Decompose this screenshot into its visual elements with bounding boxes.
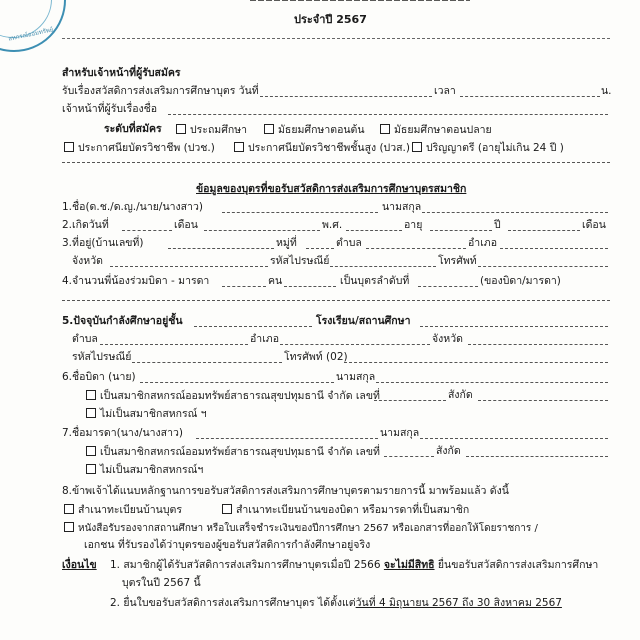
documents-intro: 8.ข้าพเจ้าได้แนบหลักฐานการขอรับสวัสดิการส่งเสริมการศึกษาบุตรตามรายการนี้ มาพร้อมแล้ว ดังนี้ [62,485,509,497]
father-surname-field[interactable] [376,382,608,383]
province-label: จังหวัด [72,255,103,267]
checkbox[interactable] [86,464,96,474]
form-year-line: ประจำปี 2567 [294,13,367,26]
school-province-field[interactable] [468,344,608,345]
tambon-field[interactable] [366,248,466,249]
checkbox[interactable] [234,142,244,152]
time-label: เวลา [434,85,456,97]
school-tambon-field[interactable] [100,344,248,345]
official-section-heading: สำหรับเจ้าหน้าที่ผู้รับสมัคร [62,67,181,79]
condition-2: 2. ยื่นใบขอรับสวัสดิการส่งเสริมการศึกษาบุตร ได้ตั้งแต่วันที่ 4 มิถุนายน 2567 ถึง 30 สิงหาคม 2567 [110,597,562,609]
child-name-label: 1.ชื่อ(ด.ช./ด.ญ./นาย/นางสาว) [62,201,203,213]
checkbox[interactable] [64,504,74,514]
school-amphoe-field[interactable] [280,344,430,345]
receive-date-field[interactable] [260,96,432,97]
father-nonmember-option[interactable]: ไม่เป็นสมาชิกสหกรณ์ ฯ [86,408,207,420]
birth-date-label: 2.เกิดวันที่ [62,219,109,231]
school-phone-field[interactable] [344,362,608,363]
birth-order-field[interactable] [418,286,478,287]
age-year-unit: ปี [494,219,501,231]
official-section-separator [62,162,610,163]
age-label: อายุ [404,219,423,231]
school-tambon-label: ตำบล [72,333,98,345]
birth-month-field[interactable] [204,230,320,231]
mother-member-number-field[interactable] [384,456,434,457]
child-name-field[interactable] [222,212,378,213]
father-affiliation-field[interactable] [478,400,608,401]
age-months-field[interactable] [508,230,580,231]
birth-order-label: เป็นบุตรลำดับที่ [340,275,410,287]
siblings-field[interactable] [222,286,266,287]
checkbox[interactable] [64,142,74,152]
level-option-vocational[interactable]: ประกาศนียบัตรวิชาชีพ (ปวช.) [64,142,215,154]
submission-period: วันที่ 4 มิถุนายน 2567 ถึง 30 สิงหาคม 2567 [355,597,562,609]
no-right-emphasis: จะไม่มีสิทธิ [383,559,435,571]
province-field[interactable] [110,266,268,267]
level-option-upper-secondary[interactable]: มัธยมศึกษาตอนปลาย [380,124,492,136]
birth-month-label: เดือน [174,219,198,231]
siblings-label: 4.จำนวนพี่น้องร่วมบิดา - มารดา [62,275,210,287]
level-label: ระดับที่สมัคร [104,123,162,135]
doc-school-certificate-cont: เอกชน ที่รับรองได้ว่าบุตรของผู้ขอรับสวัสดิการกำลังศึกษาอยู่จริง [84,539,371,551]
current-grade-field[interactable] [194,326,312,327]
receive-date-label: รับเรื่องสวัสดิการส่งเสริมการศึกษาบุตร วันที่ [62,85,259,97]
mother-affiliation-field[interactable] [466,456,608,457]
mother-surname-field[interactable] [420,438,608,439]
level-option-primary[interactable]: ประถมศึกษา [176,124,247,136]
birth-order-suffix: (ของบิดา/มารดา) [480,275,561,287]
phone-field[interactable] [478,266,608,267]
checkbox[interactable] [412,142,422,152]
child-section-heading: ข้อมูลของบุตรที่ขอรับสวัสดิการส่งเสริมการศึกษาบุตรสมาชิก [196,183,467,195]
postcode-field[interactable] [330,266,436,267]
age-years-field[interactable] [430,230,492,231]
top-separator [62,38,610,39]
mother-member-option[interactable]: เป็นสมาชิกสหกรณ์ออมทรัพย์สาธารณสุขปทุมธานี จำกัด เลขที่ [86,446,380,458]
school-label: โรงเรียน/สถานศึกษา [316,315,411,327]
school-postcode-field[interactable] [132,362,282,363]
school-amphoe-label: อำเภอ [250,333,280,345]
time-field[interactable] [460,96,600,97]
mother-nonmember-option[interactable]: ไม่เป็นสมาชิกสหกรณ์ฯ [86,464,203,476]
moo-field[interactable] [306,248,334,249]
school-postcode-label: รหัสไปรษณีย์ [72,351,132,363]
checkbox[interactable] [86,390,96,400]
current-grade-label: 5.ปัจจุบันกำลังศึกษาอยู่ชั้น [62,315,183,327]
level-option-bachelor[interactable]: ปริญญาตรี (อายุไม่เกิน 24 ปี ) [412,142,564,154]
cut-off-title-line [250,0,470,2]
father-affiliation-label: สังกัด [448,389,473,401]
checkbox[interactable] [86,408,96,418]
siblings-blank[interactable] [284,286,336,287]
moo-label: หมู่ที่ [276,237,297,249]
birth-year-field[interactable] [346,230,402,231]
mother-surname-label: นามสกุล [380,427,420,439]
condition-1: 1. สมาชิกผู้ได้รับสวัสดิการส่งเสริมการศึกษาบุตรเมื่อปี 2566 จะไม่มีสิทธิ ยื่นขอรับสวัสดิการส่งเสริมการศึกษา [110,559,599,571]
checkbox[interactable] [264,124,274,134]
father-surname-label: นามสกุล [336,371,376,383]
level-option-lower-secondary[interactable]: มัธยมศึกษาตอนต้น [264,124,365,136]
doc-school-certificate[interactable]: หนังสือรับรองจากสถานศึกษา หรือใบเสร็จชำระเงินของปีการศึกษา 2567 หรือเอกสารที่ออกให้โดยราชการ / [64,522,538,534]
school-phone-label: โทรศัพท์ (02) [284,351,348,363]
amphoe-label: อำเภอ [468,237,498,249]
phone-label: โทรศัพท์ [438,255,477,267]
condition-1-cont: บุตรในปี 2567 นี้ [122,577,201,589]
age-month-unit: เดือน [582,219,606,231]
checkbox[interactable] [176,124,186,134]
child-surname-label: นามสกุล [382,201,422,213]
birth-day-field[interactable] [122,230,172,231]
cooperative-seal-logo [0,0,66,52]
child-surname-field[interactable] [422,212,608,213]
house-number-field[interactable] [168,248,274,249]
postcode-label: รหัสไปรษณีย์ [270,255,330,267]
address-label: 3.ที่อยู่(บ้านเลขที่) [62,237,144,249]
father-name-field[interactable] [140,382,334,383]
father-member-option[interactable]: เป็นสมาชิกสหกรณ์ออมทรัพย์สาธารณสุขปทุมธานี จำกัด เลขที่ [86,390,380,402]
level-option-high-vocational[interactable]: ประกาศนียบัตรวิชาชีพชั้นสูง (ปวส.) [234,142,410,154]
tambon-label: ตำบล [336,237,362,249]
officer-name-field[interactable] [168,114,608,115]
checkbox[interactable] [380,124,390,134]
seal-text: สหกรณ์ออมทรัพย์ [7,26,54,43]
checkbox[interactable] [64,522,74,532]
conditions-label: เงื่อนไข [62,559,97,571]
father-name-label: 6.ชื่อบิดา (นาย) [62,371,136,383]
time-suffix: น. [601,85,612,97]
checkbox[interactable] [222,504,232,514]
father-member-number-field[interactable] [374,400,446,401]
amphoe-field[interactable] [500,248,608,249]
officer-name-label: เจ้าหน้าที่ผู้รับเรื่องชื่อ [62,103,158,115]
siblings-unit: คน [268,275,283,287]
mother-name-label: 7.ชื่อมารดา(นาง/นางสาว) [62,427,183,439]
checkbox[interactable] [86,446,96,456]
mother-name-field[interactable] [196,438,378,439]
doc-parent-house-registration[interactable]: สำเนาทะเบียนบ้านของบิดา หรือมารดาที่เป็นสมาชิก [222,504,469,516]
school-field[interactable] [420,326,608,327]
doc-child-house-registration[interactable]: สำเนาทะเบียนบ้านบุตร [64,504,182,516]
child-section-separator [62,300,610,301]
birth-year-label: พ.ศ. [322,219,343,231]
school-province-label: จังหวัด [432,333,463,345]
mother-affiliation-label: สังกัด [436,445,461,457]
